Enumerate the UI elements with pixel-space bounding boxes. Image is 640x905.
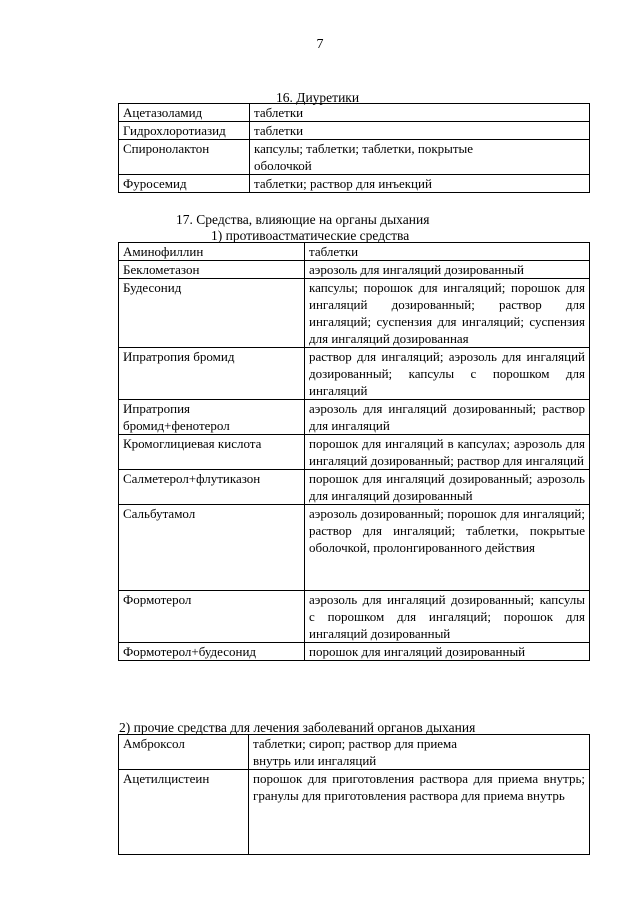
drug-form: раствор для ингаляций; аэрозоль для ингаляций дозированный; капсулы с порошком для ингаляций — [305, 348, 590, 400]
drug-name: Фуросемид — [119, 175, 250, 193]
drug-name: Аминофиллин — [119, 243, 305, 261]
drug-form: аэрозоль для ингаляций дозированный — [305, 261, 590, 279]
section-16-title: 16. Диуретики — [276, 90, 360, 105]
section-17-title: 17. Средства, влияющие на органы дыхания — [176, 212, 430, 227]
subsection-1-title: 1) противоастматические средства — [211, 228, 410, 243]
page-number: 7 — [316, 37, 324, 52]
drug-form: капсулы; таблетки; таблетки, покрытые оболочкой — [250, 140, 590, 175]
table-row — [119, 261, 590, 279]
drug-name: Ацетазоламид — [119, 104, 250, 122]
drug-form: аэрозоль для ингаляций дозированный; раствор для ингаляций — [305, 400, 590, 435]
drug-name: Салметерол+флутиказон — [119, 470, 305, 505]
drug-form: капсулы; порошок для ингаляций; порошок для ингаляций дозированный; раствор для ингаляций; суспензия для ингаляций; суспензия для ингаляций дозированная — [305, 279, 590, 348]
table-row — [119, 735, 590, 770]
drug-form: порошок для ингаляций дозированный; аэрозоль для ингаляций дозированный — [305, 470, 590, 505]
table-row — [119, 175, 590, 193]
table-row — [119, 470, 590, 505]
table-row — [119, 243, 590, 261]
drug-form: аэрозоль дозированный; порошок для ингаляций; раствор для ингаляций; таблетки, покрытые оболочкой, пролонгированного действия — [305, 505, 590, 591]
drug-name: Гидрохлоротиазид — [119, 122, 250, 140]
table-row — [119, 643, 590, 661]
drug-form: порошок для приготовления раствора для приема внутрь; гранулы для приготовления раствора для приема внутрь — [249, 770, 590, 855]
drug-form: таблетки — [305, 243, 590, 261]
antiasthma-table — [118, 242, 590, 661]
diuretics-table — [118, 103, 590, 193]
drug-name: Ипратропия бромид+фенотерол — [119, 400, 305, 435]
table-row — [119, 140, 590, 175]
drug-form: порошок для ингаляций дозированный — [305, 643, 590, 661]
drug-name: Ацетилцистеин — [119, 770, 249, 855]
subsection-2-title: 2) прочие средства для лечения заболеваний органов дыхания — [119, 720, 476, 735]
drug-form: таблетки — [250, 104, 590, 122]
table-row — [119, 122, 590, 140]
drug-name: Сальбутамол — [119, 505, 305, 591]
drug-form: аэрозоль для ингаляций дозированный; капсулы с порошком для ингаляций; порошок для ингаляций дозированный — [305, 591, 590, 643]
drug-form: таблетки; сироп; раствор для приема внутрь или ингаляций — [249, 735, 590, 770]
drug-name: Беклометазон — [119, 261, 305, 279]
drug-name: Ипратропия бромид — [119, 348, 305, 400]
respiratory-other-table — [118, 734, 590, 855]
drug-name: Будесонид — [119, 279, 305, 348]
table-row — [119, 400, 590, 435]
drug-form: порошок для ингаляций в капсулах; аэрозоль для ингаляций дозированный; раствор для ингаляций — [305, 435, 590, 470]
drug-name: Кромоглициевая кислота — [119, 435, 305, 470]
drug-name: Амброксол — [119, 735, 249, 770]
drug-name: Формотерол — [119, 591, 305, 643]
drug-name: Спиронолактон — [119, 140, 250, 175]
drug-name: Формотерол+будесонид — [119, 643, 305, 661]
table-row — [119, 591, 590, 643]
table-row — [119, 505, 590, 591]
table-row — [119, 279, 590, 348]
table-row — [119, 770, 590, 855]
drug-form: таблетки; раствор для инъекций — [250, 175, 590, 193]
table-row — [119, 435, 590, 470]
table-row — [119, 104, 590, 122]
drug-form: таблетки — [250, 122, 590, 140]
table-row — [119, 348, 590, 400]
